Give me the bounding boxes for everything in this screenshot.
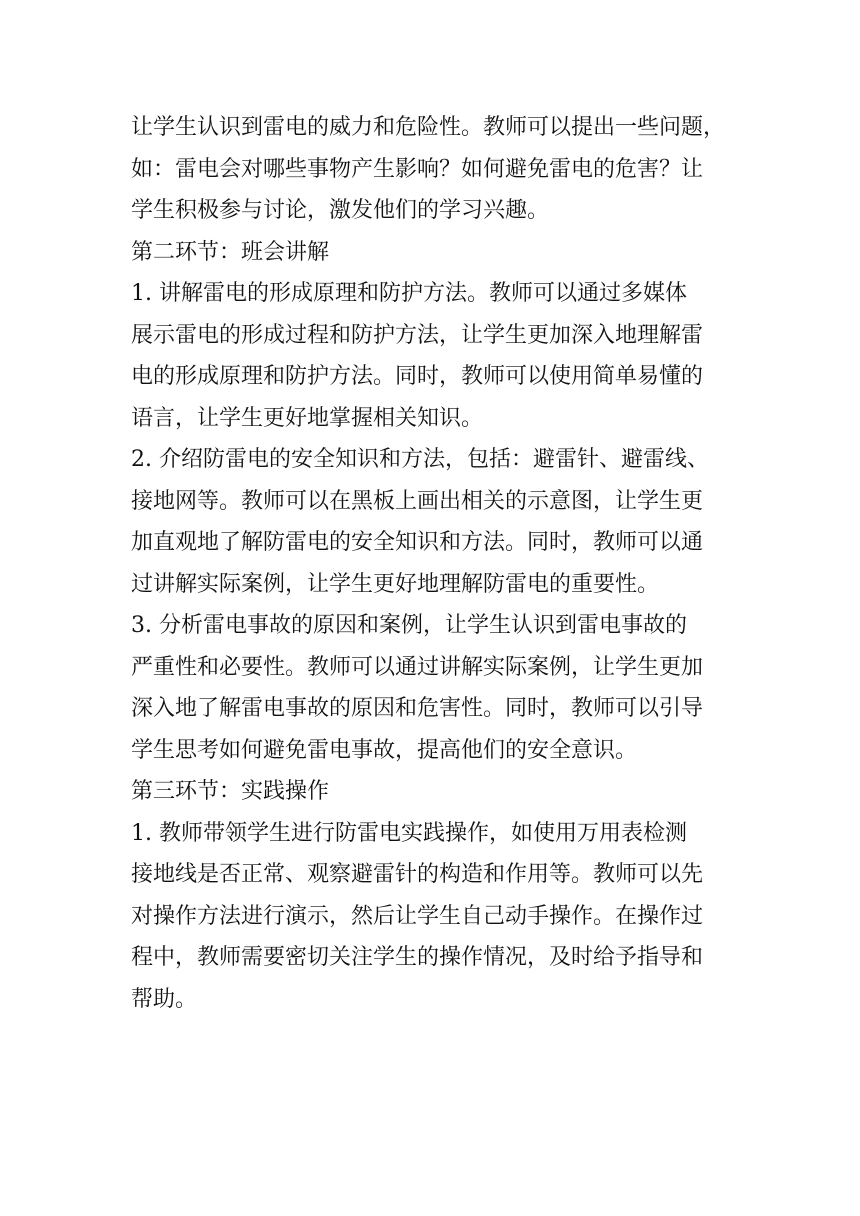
text-line: 帮助。 — [131, 986, 198, 1012]
text-line: 学生思考如何避免雷电事故，提高他们的安全意识。 — [131, 737, 638, 763]
text-line: 接地线是否正常、观察避雷针的构造和作用等。教师可以先 — [131, 862, 704, 887]
text-line: 3. 分析雷电事故的原因和案例，让学生认识到雷电事故的 — [131, 613, 687, 638]
text-line: 过讲解实际案例，让学生更好地理解防雷电的重要性。 — [131, 571, 660, 597]
text-line: 1. 教师带领学生进行防雷电实践操作，如使用万用表检测 — [131, 820, 687, 846]
text-line: 深入地了解雷电事故的原因和危害性。同时，教师可以引导 — [131, 696, 704, 721]
document-page — [131, 107, 736, 1020]
section-heading-2: 第二环节：班会讲解 — [131, 239, 330, 265]
text-line: 1. 讲解雷电的形成原理和防护方法。教师可以通过多媒体 — [131, 281, 687, 306]
section-heading-3: 第三环节：实践操作 — [131, 779, 330, 804]
text-line: 电的形成原理和防护方法。同时，教师可以使用简单易懂的 — [131, 364, 704, 389]
text-line: 加直观地了解防雷电的安全知识和方法。同时，教师可以通 — [131, 530, 704, 555]
text-line: 严重性和必要性。教师可以通过讲解实际案例，让学生更加 — [131, 654, 704, 680]
text-line: 2. 介绍防雷电的安全知识和方法，包括：避雷针、避雷线、 — [131, 447, 709, 472]
text-line: 展示雷电的形成过程和防护方法，让学生更加深入地理解雷 — [131, 322, 704, 348]
text-line: 语言，让学生更好地掌握相关知识。 — [131, 405, 484, 431]
text-line: 程中，教师需要密切关注学生的操作情况，及时给予指导和 — [131, 945, 704, 970]
text-line: 学生积极参与讨论，激发他们的学习兴趣。 — [131, 198, 550, 223]
text-line: 对操作方法进行演示，然后让学生自己动手操作。在操作过 — [131, 903, 704, 929]
text-line: 如：雷电会对哪些事物产生影响？如何避免雷电的危害？让 — [131, 156, 704, 182]
text-line: 让学生认识到雷电的威力和危险性。教师可以提出一些问题， — [131, 115, 726, 140]
text-line: 接地网等。教师可以在黑板上画出相关的示意图，让学生更 — [131, 488, 704, 514]
